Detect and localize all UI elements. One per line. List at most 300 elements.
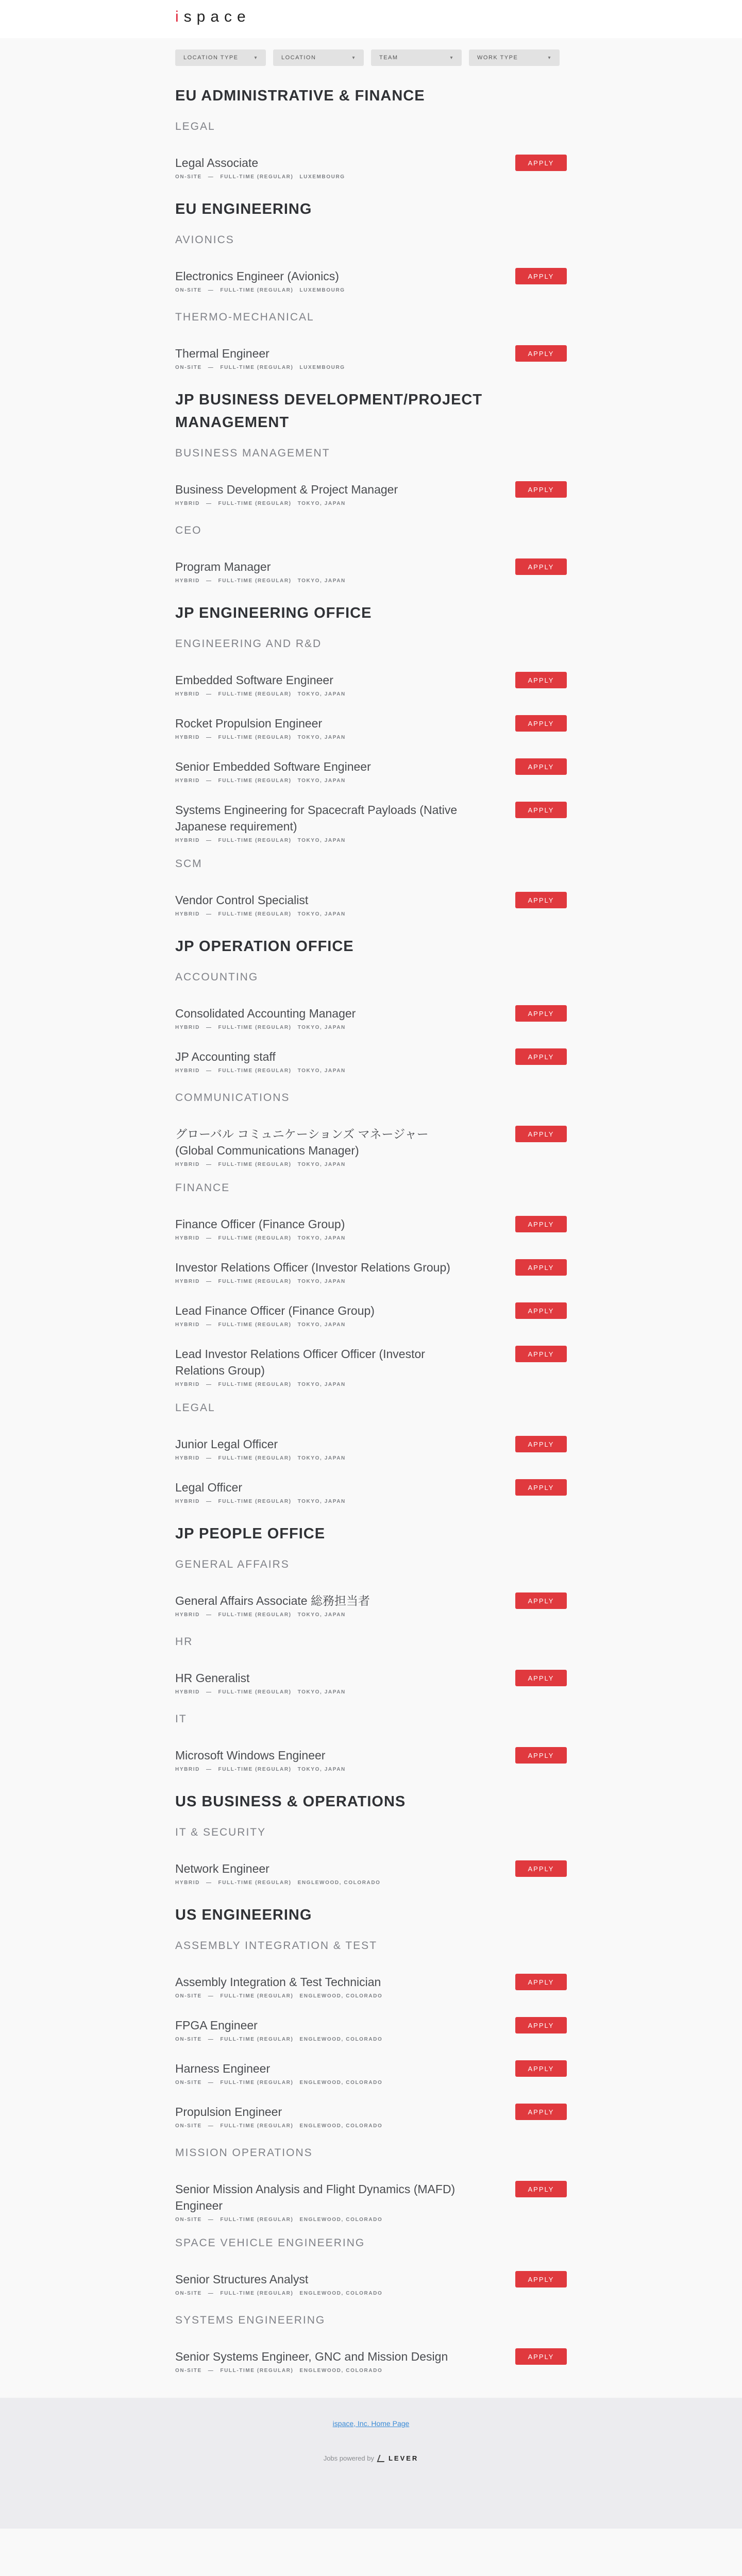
meta-separator: — — [206, 911, 212, 917]
team-title: THERMO-MECHANICAL — [175, 311, 314, 323]
job-location: ENGLEWOOD, COLORADO — [299, 2080, 383, 2086]
team-title: SCM — [175, 858, 203, 870]
meta-separator: — — [206, 838, 212, 843]
job-meta — [175, 778, 567, 784]
job-location: ENGLEWOOD, COLORADO — [299, 2217, 383, 2223]
apply-button[interactable]: APPLY — [515, 1346, 567, 1362]
job-posting — [175, 2060, 567, 2089]
commitment: FULL-TIME (REGULAR) — [218, 1025, 292, 1030]
job-location: ENGLEWOOD, COLORADO — [299, 1993, 383, 1999]
commitment: FULL-TIME (REGULAR) — [218, 1162, 292, 1167]
meta-separator: — — [206, 1499, 212, 1504]
apply-button[interactable]: APPLY — [515, 1302, 567, 1319]
meta-separator: — — [206, 735, 212, 740]
workplace-type: ON-SITE — [175, 2291, 202, 2296]
job-meta — [175, 1162, 567, 1167]
workplace-type: HYBRID — [175, 1689, 200, 1695]
job-title-link[interactable]: Investor Relations Officer (Investor Relations Group) — [175, 1261, 450, 1274]
apply-button[interactable]: APPLY — [515, 1048, 567, 1065]
team-title: LEGAL — [175, 1402, 215, 1414]
meta-separator: — — [206, 1025, 212, 1030]
job-location: LUXEMBOURG — [299, 287, 345, 293]
job-posting — [175, 481, 567, 510]
commitment: FULL-TIME (REGULAR) — [218, 838, 292, 843]
job-meta — [175, 2217, 567, 2223]
job-posting — [175, 1346, 567, 1387]
job-meta — [175, 1025, 567, 1030]
job-posting — [175, 2181, 567, 2223]
job-posting — [175, 892, 567, 921]
meta-separator: — — [206, 1880, 212, 1886]
filter-location-type[interactable] — [175, 49, 266, 66]
job-meta — [175, 365, 567, 370]
job-meta — [175, 1993, 567, 1999]
meta-separator: — — [206, 1162, 212, 1167]
commitment: FULL-TIME (REGULAR) — [218, 778, 292, 784]
postings-wrapper — [175, 38, 567, 2377]
job-meta — [175, 1235, 567, 1241]
posting-group — [175, 388, 567, 587]
job-location: TOKYO, JAPAN — [297, 578, 346, 584]
team-title: LEGAL — [175, 121, 215, 132]
job-posting — [175, 715, 567, 744]
apply-button[interactable]: APPLY — [515, 2271, 567, 2287]
meta-separator: — — [208, 2291, 214, 2296]
group-title: US ENGINEERING — [175, 1907, 312, 1923]
commitment: FULL-TIME (REGULAR) — [218, 691, 292, 697]
commitment: FULL-TIME (REGULAR) — [218, 501, 292, 506]
job-title-link[interactable]: Program Manager — [175, 560, 271, 573]
job-meta — [175, 2037, 567, 2042]
posting-team — [175, 971, 567, 1077]
apply-button[interactable]: APPLY — [515, 1479, 567, 1496]
job-title-link[interactable]: General Affairs Associate 総務担当者 — [175, 1594, 370, 1607]
job-location: TOKYO, JAPAN — [297, 1382, 346, 1387]
apply-button[interactable]: APPLY — [515, 892, 567, 908]
job-location: TOKYO, JAPAN — [297, 501, 346, 506]
job-posting — [175, 268, 567, 297]
apply-button[interactable]: APPLY — [515, 1747, 567, 1764]
job-location: LUXEMBOURG — [299, 365, 345, 370]
meta-separator: — — [208, 2368, 214, 2374]
apply-button[interactable]: APPLY — [515, 802, 567, 818]
group-title: EU ENGINEERING — [175, 201, 312, 217]
meta-separator: — — [206, 691, 212, 697]
posting-team — [175, 1713, 567, 1776]
apply-button[interactable]: APPLY — [515, 155, 567, 171]
apply-button[interactable]: APPLY — [515, 558, 567, 575]
ispace-logo[interactable] — [175, 8, 251, 29]
posting-team — [175, 1182, 567, 1387]
job-title-link[interactable]: Assembly Integration & Test Technician — [175, 1975, 381, 1989]
group-title: JP ENGINEERING OFFICE — [175, 605, 372, 621]
meta-separator: — — [208, 287, 214, 293]
workplace-type: HYBRID — [175, 1162, 200, 1167]
meta-separator: — — [208, 1993, 214, 1999]
commitment: FULL-TIME (REGULAR) — [218, 735, 292, 740]
workplace-type: HYBRID — [175, 691, 200, 697]
team-title: ACCOUNTING — [175, 971, 259, 983]
job-location: TOKYO, JAPAN — [297, 838, 346, 843]
apply-button[interactable]: APPLY — [515, 1005, 567, 1022]
apply-button[interactable]: APPLY — [515, 345, 567, 362]
posting-team — [175, 121, 567, 183]
job-posting — [175, 1005, 567, 1034]
apply-button[interactable]: APPLY — [515, 1126, 567, 1142]
workplace-type: HYBRID — [175, 1455, 200, 1461]
team-title: SYSTEMS ENGINEERING — [175, 2314, 326, 2326]
workplace-type: HYBRID — [175, 501, 200, 506]
job-title-link[interactable]: Vendor Control Specialist — [175, 893, 309, 907]
job-title-link[interactable]: Rocket Propulsion Engineer — [175, 717, 323, 730]
job-meta — [175, 287, 567, 293]
commitment: FULL-TIME (REGULAR) — [218, 1689, 292, 1695]
commitment: FULL-TIME (REGULAR) — [220, 174, 294, 180]
job-title-link[interactable]: Microsoft Windows Engineer — [175, 1749, 326, 1762]
job-title-link[interactable]: Business Development & Project Manager — [175, 483, 398, 496]
apply-button[interactable]: APPLY — [515, 2348, 567, 2365]
apply-button[interactable]: APPLY — [515, 1592, 567, 1609]
job-location: TOKYO, JAPAN — [297, 735, 346, 740]
job-title-link[interactable]: Propulsion Engineer — [175, 2105, 282, 2119]
workplace-type: HYBRID — [175, 1279, 200, 1284]
workplace-type: ON-SITE — [175, 2037, 202, 2042]
job-title-link[interactable]: FPGA Engineer — [175, 2019, 258, 2032]
job-posting — [175, 1747, 567, 1776]
filter-location[interactable] — [273, 49, 364, 66]
meta-separator: — — [208, 2217, 214, 2223]
filter-bar — [175, 38, 567, 70]
job-title-link[interactable]: HR Generalist — [175, 1671, 250, 1685]
posting-group — [175, 84, 567, 183]
workplace-type: ON-SITE — [175, 174, 202, 180]
job-meta — [175, 1499, 567, 1504]
meta-separator: — — [206, 578, 212, 584]
apply-button[interactable]: APPLY — [515, 2017, 567, 2033]
job-posting — [175, 1974, 567, 2003]
footer — [0, 2398, 742, 2529]
job-posting — [175, 2348, 567, 2377]
apply-button[interactable]: APPLY — [515, 268, 567, 284]
job-posting — [175, 1259, 567, 1288]
meta-separator: — — [208, 365, 214, 370]
meta-separator: — — [206, 778, 212, 784]
job-location: ENGLEWOOD, COLORADO — [299, 2123, 383, 2129]
posting-team — [175, 447, 567, 510]
logo-prefix: i — [175, 8, 184, 25]
posting-team — [175, 1636, 567, 1699]
workplace-type: HYBRID — [175, 1322, 200, 1328]
job-meta — [175, 1767, 567, 1772]
job-title-link[interactable]: Thermal Engineer — [175, 347, 269, 360]
chevron-down-icon: ▾ — [254, 55, 258, 61]
chevron-down-icon: ▾ — [450, 55, 453, 61]
job-title-link[interactable]: Senior Embedded Software Engineer — [175, 760, 371, 773]
job-title-link[interactable]: グローバル コミュニケーションズ マネージャー (Global Communications Manager) — [175, 1127, 429, 1157]
job-title-link[interactable]: Harness Engineer — [175, 2062, 271, 2075]
apply-button[interactable]: APPLY — [515, 758, 567, 775]
filter-work-type[interactable] — [469, 49, 560, 66]
job-title-link[interactable]: Senior Structures Analyst — [175, 2273, 309, 2286]
workplace-type: HYBRID — [175, 578, 200, 584]
apply-button[interactable]: APPLY — [515, 715, 567, 732]
posting-group — [175, 1904, 567, 2377]
job-meta — [175, 2291, 567, 2296]
filter-label: TEAM — [379, 55, 398, 61]
job-title-link[interactable]: Consolidated Accounting Manager — [175, 1007, 356, 1020]
workplace-type: HYBRID — [175, 911, 200, 917]
job-posting — [175, 758, 567, 787]
job-posting — [175, 1592, 567, 1621]
meta-separator: — — [206, 1382, 212, 1387]
job-title-link[interactable]: Systems Engineering for Spacecraft Payloads (Native Japanese requirement) — [175, 803, 458, 833]
filter-label: LOCATION — [281, 55, 316, 61]
apply-button[interactable]: APPLY — [515, 1860, 567, 1877]
commitment: FULL-TIME (REGULAR) — [220, 2123, 294, 2129]
job-meta — [175, 911, 567, 917]
job-location: TOKYO, JAPAN — [297, 1162, 346, 1167]
job-location: ENGLEWOOD, COLORADO — [299, 2368, 383, 2374]
top-bar — [0, 0, 742, 38]
posting-team — [175, 858, 567, 921]
apply-button[interactable]: APPLY — [515, 1670, 567, 1686]
team-title: COMMUNICATIONS — [175, 1092, 290, 1104]
job-posting — [175, 558, 567, 587]
workplace-type: HYBRID — [175, 838, 200, 843]
workplace-type: ON-SITE — [175, 1993, 202, 1999]
job-posting — [175, 1860, 567, 1889]
postings-list — [175, 84, 567, 2377]
workplace-type: ON-SITE — [175, 365, 202, 370]
commitment: FULL-TIME (REGULAR) — [220, 1993, 294, 1999]
commitment: FULL-TIME (REGULAR) — [220, 2368, 294, 2374]
job-title-link[interactable]: Embedded Software Engineer — [175, 673, 333, 687]
job-location: ENGLEWOOD, COLORADO — [299, 2291, 383, 2296]
posting-team — [175, 1402, 567, 1508]
group-title: JP PEOPLE OFFICE — [175, 1526, 326, 1542]
commitment: FULL-TIME (REGULAR) — [220, 2217, 294, 2223]
job-posting — [175, 1479, 567, 1508]
job-title-link[interactable]: Legal Associate — [175, 156, 259, 170]
posting-group — [175, 1790, 567, 1889]
posting-team — [175, 1826, 567, 1889]
commitment: FULL-TIME (REGULAR) — [218, 911, 292, 917]
filter-label: LOCATION TYPE — [183, 55, 239, 61]
meta-separator: — — [206, 1689, 212, 1695]
job-location: TOKYO, JAPAN — [297, 1322, 346, 1328]
job-title-link[interactable]: Finance Officer (Finance Group) — [175, 1217, 345, 1231]
job-location: TOKYO, JAPAN — [297, 1689, 346, 1695]
job-meta — [175, 735, 567, 740]
job-title-link[interactable]: Senior Systems Engineer, GNC and Mission Design — [175, 2350, 448, 2363]
job-title-link[interactable]: Legal Officer — [175, 1481, 242, 1494]
job-meta — [175, 501, 567, 506]
lever-logo[interactable] — [378, 2454, 418, 2462]
workplace-type: ON-SITE — [175, 287, 202, 293]
job-location: TOKYO, JAPAN — [297, 1455, 346, 1461]
job-title-link[interactable]: JP Accounting staff — [175, 1050, 276, 1063]
posting-team — [175, 1558, 567, 1621]
job-title-link[interactable]: Senior Mission Analysis and Flight Dynamics (MAFD) Engineer — [175, 2182, 456, 2212]
job-location: TOKYO, JAPAN — [297, 691, 346, 697]
apply-button[interactable]: APPLY — [515, 672, 567, 688]
job-location: TOKYO, JAPAN — [297, 778, 346, 784]
apply-button[interactable]: APPLY — [515, 1974, 567, 1990]
team-title: GENERAL AFFAIRS — [175, 1558, 290, 1570]
group-title: JP OPERATION OFFICE — [175, 938, 354, 955]
team-title: HR — [175, 1636, 193, 1648]
apply-button[interactable]: APPLY — [515, 1216, 567, 1232]
workplace-type: ON-SITE — [175, 2123, 202, 2129]
job-location: TOKYO, JAPAN — [297, 911, 346, 917]
job-location: TOKYO, JAPAN — [297, 1279, 346, 1284]
team-title: FINANCE — [175, 1182, 230, 1194]
job-meta — [175, 1068, 567, 1074]
lever-icon — [377, 2455, 386, 2462]
commitment: FULL-TIME (REGULAR) — [218, 1322, 292, 1328]
posting-team — [175, 638, 567, 843]
job-posting — [175, 1126, 567, 1167]
workplace-type: HYBRID — [175, 735, 200, 740]
meta-separator: — — [206, 1279, 212, 1284]
job-meta — [175, 174, 567, 180]
commitment: FULL-TIME (REGULAR) — [220, 2291, 294, 2296]
commitment: FULL-TIME (REGULAR) — [218, 1279, 292, 1284]
job-title-link[interactable]: Junior Legal Officer — [175, 1437, 278, 1451]
posting-team — [175, 2314, 567, 2377]
job-meta — [175, 2080, 567, 2086]
meta-separator: — — [208, 2123, 214, 2129]
team-title: IT — [175, 1713, 187, 1725]
meta-separator: — — [208, 174, 214, 180]
posting-team — [175, 524, 567, 587]
workplace-type: HYBRID — [175, 1235, 200, 1241]
powered-by — [0, 2454, 742, 2462]
workplace-type: HYBRID — [175, 1612, 200, 1618]
job-meta — [175, 691, 567, 697]
job-posting — [175, 1436, 567, 1465]
job-posting — [175, 345, 567, 374]
job-title-link[interactable]: Lead Investor Relations Officer Officer (Investor Relations Group) — [175, 1347, 425, 1377]
commitment: FULL-TIME (REGULAR) — [218, 1455, 292, 1461]
workplace-type: ON-SITE — [175, 2080, 202, 2086]
commitment: FULL-TIME (REGULAR) — [220, 2037, 294, 2042]
job-posting — [175, 1302, 567, 1331]
team-title: BUSINESS MANAGEMENT — [175, 447, 330, 459]
job-meta — [175, 1279, 567, 1284]
job-location: TOKYO, JAPAN — [297, 1068, 346, 1074]
workplace-type: HYBRID — [175, 1068, 200, 1074]
posting-team — [175, 2147, 567, 2223]
lever-label: LEVER — [388, 2454, 419, 2462]
job-posting — [175, 2271, 567, 2300]
job-meta — [175, 1689, 567, 1695]
job-meta — [175, 1880, 567, 1886]
job-location: TOKYO, JAPAN — [297, 1025, 346, 1030]
commitment: FULL-TIME (REGULAR) — [220, 2080, 294, 2086]
filter-team[interactable] — [371, 49, 462, 66]
workplace-type: HYBRID — [175, 1382, 200, 1387]
job-title-link[interactable]: Electronics Engineer (Avionics) — [175, 269, 339, 283]
apply-button[interactable]: APPLY — [515, 1259, 567, 1276]
job-posting — [175, 2104, 567, 2132]
job-posting — [175, 1670, 567, 1699]
commitment: FULL-TIME (REGULAR) — [218, 1767, 292, 1772]
commitment: FULL-TIME (REGULAR) — [220, 365, 294, 370]
job-location: TOKYO, JAPAN — [297, 1499, 346, 1504]
job-meta — [175, 1322, 567, 1328]
filter-label: WORK TYPE — [477, 55, 518, 61]
meta-separator: — — [208, 2037, 214, 2042]
group-title: US BUSINESS & OPERATIONS — [175, 1793, 406, 1810]
workplace-type: HYBRID — [175, 1499, 200, 1504]
job-location: TOKYO, JAPAN — [297, 1235, 346, 1241]
job-posting — [175, 1048, 567, 1077]
group-title: JP BUSINESS DEVELOPMENT/PROJECT MANAGEMENT — [175, 392, 483, 431]
job-title-link[interactable]: Network Engineer — [175, 1862, 269, 1875]
logo-rest: space — [183, 8, 251, 25]
job-meta — [175, 2368, 567, 2374]
team-title: CEO — [175, 524, 202, 536]
job-posting — [175, 2017, 567, 2046]
job-meta — [175, 2123, 567, 2129]
job-location: LUXEMBOURG — [299, 174, 345, 180]
job-meta — [175, 578, 567, 584]
meta-separator: — — [206, 1068, 212, 1074]
job-meta — [175, 1382, 567, 1387]
chevron-down-icon: ▾ — [548, 55, 551, 61]
team-title: SPACE VEHICLE ENGINEERING — [175, 2237, 365, 2249]
commitment: FULL-TIME (REGULAR) — [218, 578, 292, 584]
posting-group — [175, 1522, 567, 1776]
chevron-down-icon: ▾ — [352, 55, 356, 61]
workplace-type: HYBRID — [175, 1025, 200, 1030]
posting-group — [175, 935, 567, 1508]
job-meta — [175, 838, 567, 843]
workplace-type: HYBRID — [175, 1767, 200, 1772]
apply-button[interactable]: APPLY — [515, 2060, 567, 2077]
group-title: EU ADMINISTRATIVE & FINANCE — [175, 88, 425, 104]
apply-button[interactable]: APPLY — [515, 481, 567, 498]
posting-team — [175, 2237, 567, 2300]
workplace-type: HYBRID — [175, 778, 200, 784]
powered-by-text: Jobs powered by — [323, 2454, 374, 2462]
apply-button[interactable]: APPLY — [515, 1436, 567, 1452]
commitment: FULL-TIME (REGULAR) — [220, 287, 294, 293]
team-title: IT & SECURITY — [175, 1826, 266, 1838]
job-posting — [175, 672, 567, 701]
job-title-link[interactable]: Lead Finance Officer (Finance Group) — [175, 1304, 375, 1317]
home-page-link[interactable]: ispace, Inc. Home Page — [332, 2419, 410, 2428]
apply-button[interactable]: APPLY — [515, 2181, 567, 2197]
apply-button[interactable]: APPLY — [515, 2104, 567, 2120]
job-location: ENGLEWOOD, COLORADO — [297, 1880, 381, 1886]
team-title: ENGINEERING AND R&D — [175, 638, 322, 650]
commitment: FULL-TIME (REGULAR) — [218, 1880, 292, 1886]
meta-separator: — — [206, 1235, 212, 1241]
meta-separator: — — [206, 1612, 212, 1618]
job-posting — [175, 802, 567, 843]
meta-separator: — — [206, 1455, 212, 1461]
job-meta — [175, 1612, 567, 1618]
posting-group — [175, 198, 567, 374]
commitment: FULL-TIME (REGULAR) — [218, 1235, 292, 1241]
commitment: FULL-TIME (REGULAR) — [218, 1382, 292, 1387]
posting-team — [175, 234, 567, 297]
posting-group — [175, 602, 567, 921]
job-location: ENGLEWOOD, COLORADO — [299, 2037, 383, 2042]
commitment: FULL-TIME (REGULAR) — [218, 1612, 292, 1618]
